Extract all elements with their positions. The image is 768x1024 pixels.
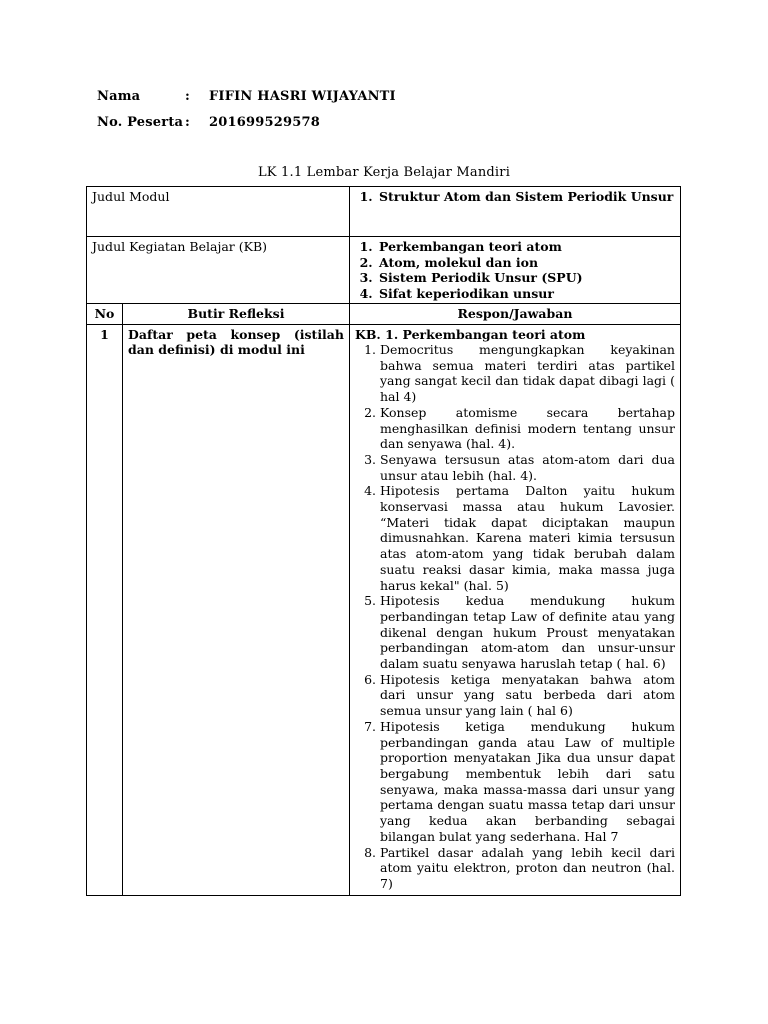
judul-kb-row bbox=[87, 237, 681, 304]
col-respon-header: Respon/Jawaban bbox=[350, 304, 681, 325]
judul-modul-item: 1. Struktur Atom dan Sistem Periodik Unsur bbox=[377, 189, 675, 205]
butir-refleksi: Daftar peta konsep (istilah dan definisi) di modul ini bbox=[123, 324, 350, 895]
respon-jawaban bbox=[350, 324, 681, 895]
judul-kb-label: Judul Kegiatan Belajar (KB) bbox=[87, 237, 350, 304]
worksheet-table bbox=[86, 186, 681, 896]
judul-kb-item: 1. Perkembangan teori atom bbox=[377, 239, 675, 255]
judul-kb-list bbox=[355, 239, 675, 301]
table-row bbox=[87, 324, 681, 895]
judul-kb-value bbox=[350, 237, 681, 304]
list-item: 7. Hipotesis ketiga mendukung hukum perbandingan ganda atau Law of multiple proportion menyatakan Jika dua unsur dapat bergabung membentuk lebih dari satu senyawa, maka massa-massa dari unsur yang pertama dengan suatu massa tetap dari unsur yang kedua akan berbanding sebagai bilangan bulat yang sederhana. Hal 7 bbox=[380, 719, 675, 845]
row-number: 1 bbox=[87, 324, 123, 895]
peserta-value: 201699529578 bbox=[209, 115, 320, 130]
judul-modul-label: Judul Modul bbox=[87, 187, 350, 237]
list-item: 8. Partikel dasar adalah yang lebih kecil dari atom yaitu elektron, proton dan neutron (hal. 7) bbox=[380, 845, 675, 892]
list-item: 5. Hipotesis kedua mendukung hukum perbandingan tetap Law of definite atau yang dikenal dengan hukum Proust menyatakan perbandingan atom-atom dan unsur-unsur dalam suatu senyawa haruslah tetap ( hal. 6) bbox=[380, 593, 675, 672]
list-item: 4. Hipotesis pertama Dalton yaitu hukum konservasi massa atau hukum Lavosier. “Materi tidak dapat diciptakan maupun dimusnahkan. Karena materi kimia tersusun atas atom-atom yang tidak berubah dalam suatu reaksi dasar kimia, maka massa juga harus kekal" (hal. 5) bbox=[380, 483, 675, 593]
list-item: 3. Senyawa tersusun atas atom-atom dari dua unsur atau lebih (hal. 4). bbox=[380, 452, 675, 483]
list-item: 1. Democritus mengungkapkan keyakinan bahwa semua materi terdiri atas partikel yang sangat kecil dan tidak dapat dibagi lagi ( hal 4) bbox=[380, 342, 675, 405]
judul-kb-item: 4. Sifat keperiodikan unsur bbox=[377, 286, 675, 302]
nama-label: Nama bbox=[97, 89, 141, 104]
judul-modul-row bbox=[87, 187, 681, 237]
judul-kb-item: 2. Atom, molekul dan ion bbox=[377, 255, 675, 271]
table-header-row bbox=[87, 304, 681, 325]
nama-value: FIFIN HASRI WIJAYANTI bbox=[209, 89, 396, 104]
judul-modul-value bbox=[350, 187, 681, 237]
list-item: 2. Konsep atomisme secara bertahap menghasilkan definisi modern tentang unsur dan senyawa (hal. 4). bbox=[380, 405, 675, 452]
list-item: 6. Hipotesis ketiga menyatakan bahwa atom dari unsur yang satu berbeda dari atom semua unsur yang lain ( hal 6) bbox=[380, 672, 675, 719]
judul-modul-list bbox=[355, 189, 675, 205]
kb-title: KB. 1. Perkembangan teori atom bbox=[355, 326, 586, 342]
nama-colon: : bbox=[185, 89, 190, 104]
peserta-label: No. Peserta bbox=[97, 115, 184, 130]
col-no-header: No bbox=[87, 304, 123, 325]
judul-kb-item: 3. Sistem Periodik Unsur (SPU) bbox=[377, 270, 675, 286]
col-butir-header: Butir Refleksi bbox=[123, 304, 350, 325]
page-title: LK 1.1 Lembar Kerja Belajar Mandiri bbox=[257, 165, 511, 180]
peserta-colon: : bbox=[185, 115, 190, 130]
respon-list bbox=[355, 342, 675, 892]
